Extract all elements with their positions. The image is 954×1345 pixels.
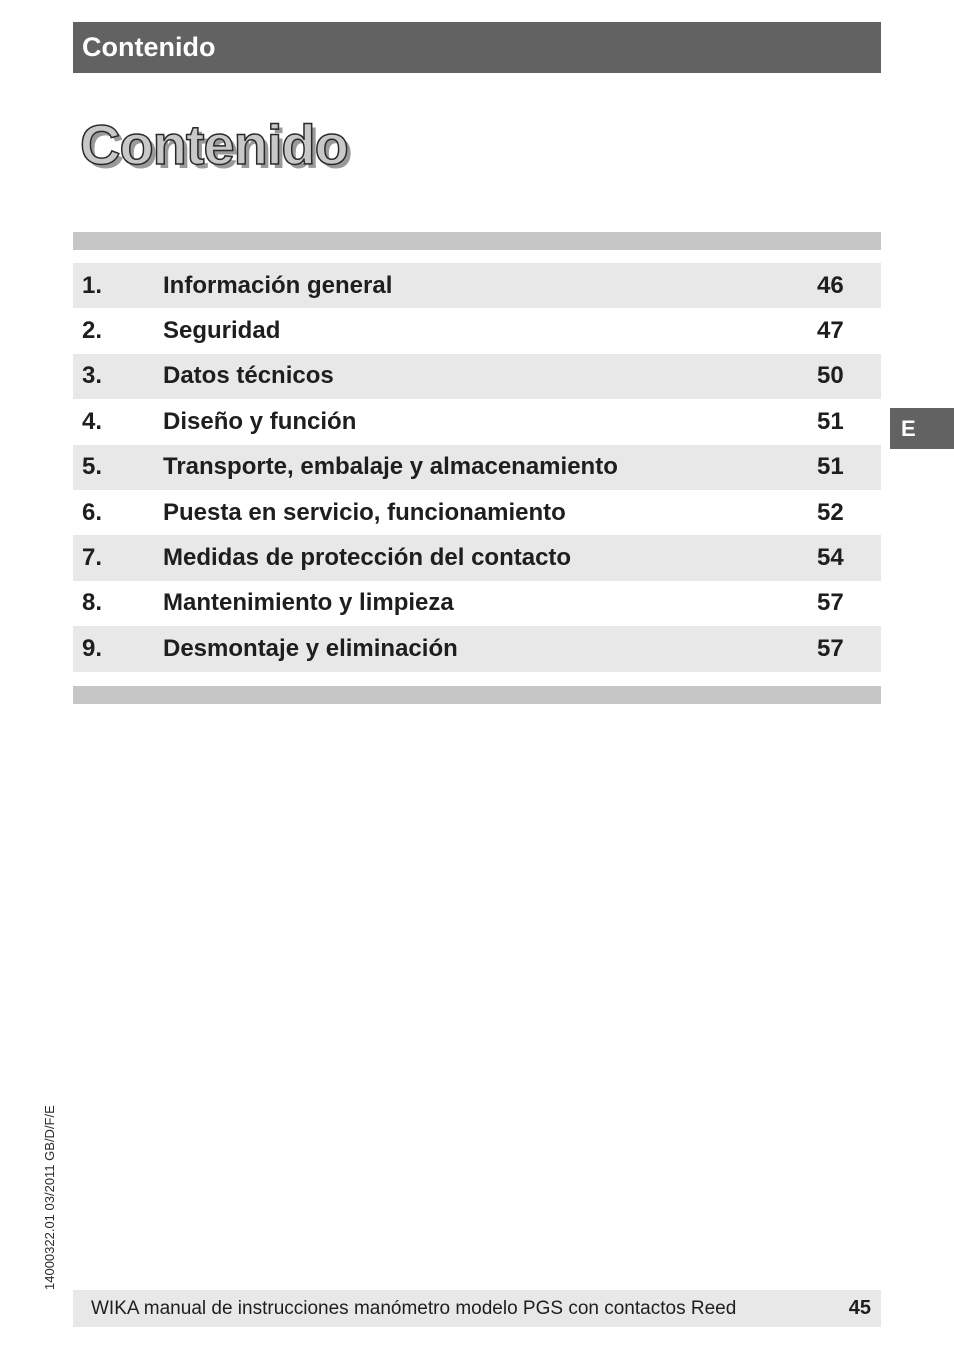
toc-title: Transporte, embalaje y almacenamiento: [163, 453, 618, 481]
language-tab-label: E: [901, 415, 916, 441]
toc-page: 51: [817, 453, 844, 481]
footer-text: WIKA manual de instrucciones manómetro modelo PGS con contactos Reed: [91, 1297, 737, 1319]
toc-title: Medidas de protección del contacto: [163, 544, 572, 572]
section-header-title: Contenido: [82, 32, 216, 62]
toc-number: 5.: [82, 453, 103, 481]
footer-page-number: 45: [848, 1297, 871, 1319]
language-tab: [890, 408, 954, 449]
toc-page: 52: [817, 498, 844, 526]
toc-number: 1.: [82, 271, 103, 299]
toc-number: 2.: [82, 317, 103, 345]
toc-page: 47: [817, 317, 844, 345]
toc-title: Mantenimiento y limpieza: [163, 589, 454, 617]
toc-page: 54: [817, 544, 844, 572]
section-header-bar: [73, 22, 881, 73]
toc-title: Puesta en servicio, funcionamiento: [163, 498, 566, 526]
toc-page: 51: [817, 407, 844, 435]
toc-title: Desmontaje y eliminación: [163, 634, 458, 662]
toc-row[interactable]: [73, 535, 881, 580]
toc-number: 4.: [82, 407, 103, 435]
toc-row[interactable]: [73, 263, 881, 308]
toc-row[interactable]: [73, 581, 881, 626]
toc-page: 50: [817, 362, 844, 390]
toc-row[interactable]: [73, 308, 881, 353]
toc-page: 46: [817, 271, 844, 299]
toc-bottom-rule: [73, 686, 881, 704]
toc-row[interactable]: [73, 399, 881, 444]
toc-row[interactable]: [73, 445, 881, 490]
document-code: 14000322.01 03/2011 GB/D/F/E: [42, 1105, 57, 1290]
toc-title: Seguridad: [163, 317, 281, 345]
toc-number: 7.: [82, 544, 103, 572]
toc-title: Información general: [163, 271, 393, 299]
page-title: Contenido: [80, 113, 348, 176]
toc-number: 6.: [82, 498, 103, 526]
toc-title: Diseño y función: [163, 407, 357, 435]
toc-top-rule: [73, 232, 881, 250]
toc-page: 57: [817, 589, 844, 617]
toc-number: 9.: [82, 634, 103, 662]
toc-number: 3.: [82, 362, 103, 390]
toc-row[interactable]: [73, 490, 881, 535]
table-of-contents: [73, 263, 881, 672]
toc-number: 8.: [82, 589, 103, 617]
toc-title: Datos técnicos: [163, 362, 334, 390]
toc-row[interactable]: [73, 354, 881, 399]
toc-page: 57: [817, 634, 844, 662]
page-footer: [73, 1290, 881, 1327]
toc-row[interactable]: [73, 626, 881, 671]
